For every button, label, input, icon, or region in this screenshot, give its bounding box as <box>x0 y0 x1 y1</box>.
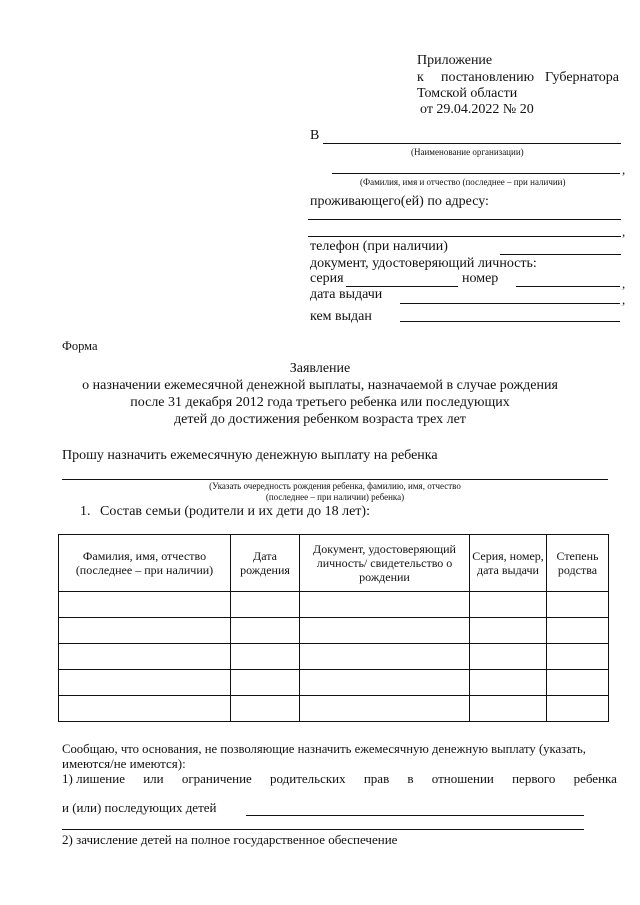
col-header-fio: Фамилия, имя, отчество (последнее – при наличии) <box>59 535 231 592</box>
address-line-2[interactable] <box>308 236 621 237</box>
series-label: серия <box>310 271 344 286</box>
fio-comma: , <box>622 162 626 177</box>
item1-word: родительских <box>270 771 346 786</box>
table-cell[interactable] <box>470 670 547 696</box>
notice-item2: 2) зачисление детей на полное государственное обеспечение <box>62 832 398 847</box>
appendix-line1: Приложение <box>417 53 493 68</box>
org-name-hint: (Наименование организации) <box>411 147 524 157</box>
table-cell[interactable] <box>59 644 231 670</box>
table-cell[interactable] <box>300 618 470 644</box>
item1-word: в <box>407 771 414 786</box>
table-cell[interactable] <box>470 618 547 644</box>
family-table <box>58 534 609 722</box>
doc-label: документ, удостоверяющий личность: <box>310 256 537 271</box>
table-header-row <box>59 535 609 592</box>
phone-label: телефон (при наличии) <box>310 239 448 254</box>
notice-line2: имеются/не имеются): <box>62 756 186 771</box>
table-cell[interactable] <box>547 618 609 644</box>
table-row <box>59 670 609 696</box>
table-cell[interactable] <box>231 592 300 618</box>
phone-line[interactable] <box>500 254 621 255</box>
appendix-region: Томской области <box>417 86 518 101</box>
table-cell[interactable] <box>300 670 470 696</box>
table-cell[interactable] <box>231 618 300 644</box>
section1-number: 1. <box>80 504 91 519</box>
table-row <box>59 644 609 670</box>
table-cell[interactable] <box>470 592 547 618</box>
issue-date-line[interactable] <box>400 303 620 304</box>
table-cell[interactable] <box>547 696 609 722</box>
table-cell[interactable] <box>59 592 231 618</box>
title-line2: о назначении ежемесячной денежной выплаты, назначаемой в случае рождения <box>82 378 558 393</box>
item1-word: 1) лишение <box>62 771 125 786</box>
table-cell[interactable] <box>231 696 300 722</box>
request-text: Прошу назначить ежемесячную денежную выплату на ребенка <box>62 448 438 463</box>
number-line[interactable] <box>516 286 620 287</box>
title-line1: Заявление <box>289 361 351 376</box>
item1-answer-line[interactable] <box>246 815 584 816</box>
table-cell[interactable] <box>300 592 470 618</box>
col-header-relation: Степень родства <box>547 535 609 592</box>
title-line4: детей до достижения ребенком возраста трех лет <box>174 412 466 427</box>
issued-by-label: кем выдан <box>310 309 372 324</box>
notice-line1: Сообщаю, что основания, не позволяющие назначить ежемесячную денежную выплату (указать, <box>62 742 586 756</box>
table-cell[interactable] <box>231 644 300 670</box>
issue-date-comma: , <box>622 292 626 307</box>
issued-by-line[interactable] <box>400 321 620 322</box>
section1-title: Состав семьи (родители и их дети до 18 лет): <box>100 504 370 519</box>
item1-word: или <box>143 771 164 786</box>
number-comma: , <box>622 276 626 291</box>
notice-item1 <box>62 771 617 786</box>
fio-hint: (Фамилия, имя и отчество (последнее – при наличии) <box>360 177 566 187</box>
appendix-resolution: постановлению <box>441 70 535 85</box>
table-cell[interactable] <box>547 592 609 618</box>
to-prefix: В <box>310 128 320 143</box>
appendix-governor: Губернатора <box>545 70 620 85</box>
table-row <box>59 618 609 644</box>
table-cell[interactable] <box>547 644 609 670</box>
table-cell[interactable] <box>470 644 547 670</box>
item1-answer-line-2[interactable] <box>62 829 584 830</box>
table-cell[interactable] <box>470 696 547 722</box>
address-label: проживающего(ей) по адресу: <box>310 194 489 209</box>
item1-word: отношении <box>431 771 494 786</box>
address-line-1[interactable] <box>308 219 621 220</box>
item1-word: первого <box>512 771 556 786</box>
notice-item1-cont: и (или) последующих детей <box>62 800 217 815</box>
table-cell[interactable] <box>59 618 231 644</box>
table-row <box>59 696 609 722</box>
number-label: номер <box>462 271 499 286</box>
child-info-line[interactable] <box>62 479 608 480</box>
appendix-k: к <box>417 70 424 85</box>
item1-word: ограничение <box>181 771 252 786</box>
address-comma: , <box>622 224 626 239</box>
title-line3: после 31 декабря 2012 года третьего ребенка или последующих <box>130 395 510 410</box>
child-info-hint1: (Указать очередность рождения ребенка, фамилию, имя, отчество <box>209 481 461 491</box>
table-cell[interactable] <box>547 670 609 696</box>
form-label: Форма <box>62 339 98 353</box>
org-name-line[interactable] <box>323 143 621 144</box>
col-header-birth-date: Дата рождения <box>231 535 300 592</box>
table-cell[interactable] <box>59 670 231 696</box>
item1-word: прав <box>363 771 390 786</box>
fio-line[interactable] <box>332 173 620 174</box>
table-row <box>59 592 609 618</box>
table-cell[interactable] <box>300 644 470 670</box>
child-info-hint2: (последнее – при наличии) ребенка) <box>265 492 405 502</box>
issue-date-label: дата выдачи <box>310 287 383 302</box>
table-cell[interactable] <box>300 696 470 722</box>
table-cell[interactable] <box>231 670 300 696</box>
appendix-date: от 29.04.2022 № 20 <box>420 102 534 117</box>
item1-word: ребенка <box>573 771 617 786</box>
col-header-series: Серия, номер, дата выдачи <box>470 535 547 592</box>
table-cell[interactable] <box>59 696 231 722</box>
col-header-document: Документ, удостоверяющий личность/ свидетельство о рождении <box>300 535 470 592</box>
